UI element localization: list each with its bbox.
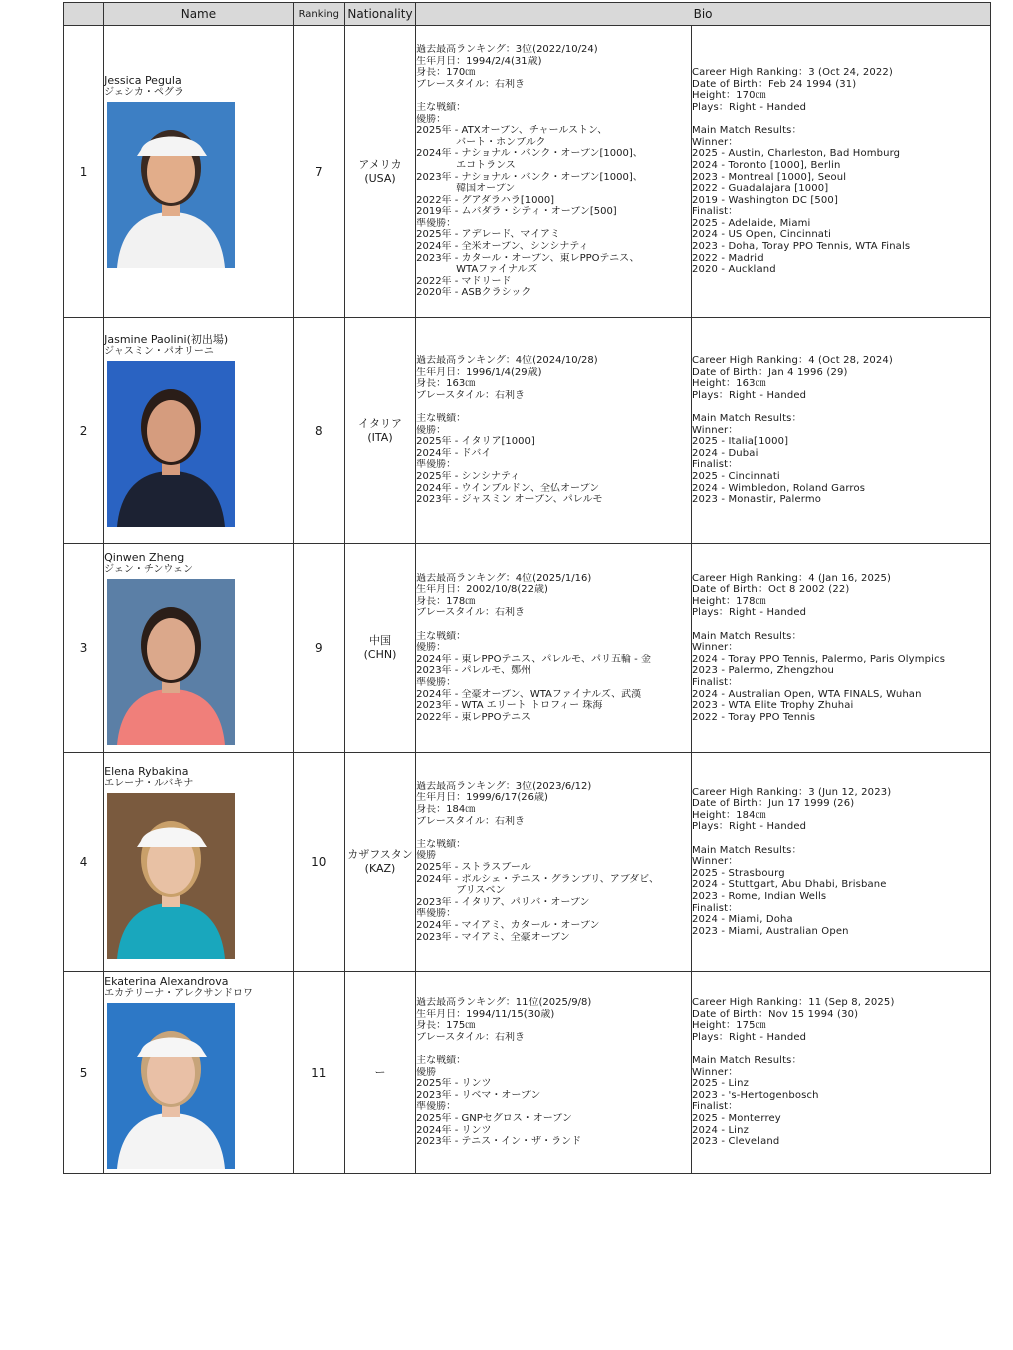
- table-row: [64, 26, 991, 318]
- bio-line: 優勝：: [416, 424, 447, 436]
- bio-line: 2022 - Madrid: [691, 252, 764, 264]
- nationality-ja: イタリア: [358, 416, 402, 430]
- bio-line: 2025 - Linz: [691, 1078, 749, 1090]
- bio-line: 優勝: [416, 1066, 437, 1078]
- bio-line: Height：175㎝: [691, 1020, 766, 1032]
- player-photo: [107, 102, 235, 268]
- bio-line: 主な戦績：: [416, 1055, 467, 1067]
- bio-line: Date of Birth：Feb 24 1994 (31): [691, 78, 857, 90]
- nationality-cell: [344, 753, 415, 972]
- bio-line: 2025 - Italia[1000]: [691, 436, 789, 448]
- nationality-code: (ITA): [367, 430, 393, 444]
- bio-line: 2024 - Stuttgart, Abu Dhabi, Brisbane: [691, 879, 887, 891]
- player-ranking: 10: [293, 753, 344, 972]
- player-name-en: Jasmine Paolini(初出場): [104, 333, 229, 346]
- bio-line: 2023年 - リベマ・オープン: [416, 1089, 541, 1101]
- player-ranking: 7: [293, 26, 344, 318]
- table-row: [64, 753, 991, 972]
- nationality-ja: カザフスタン: [347, 848, 413, 861]
- bio-line: 2022年 - 東レPPOテニス: [416, 711, 532, 723]
- photo-face: [147, 618, 195, 680]
- bio-en: [691, 544, 990, 753]
- bio-line: Finalist：: [691, 206, 739, 218]
- bio-line: 身長：175㎝: [416, 1020, 476, 1032]
- bio-line: 2025年 - GNPセグロス・オープン: [416, 1113, 572, 1125]
- bio-line: 2024年 - リンツ: [416, 1124, 492, 1136]
- bio-line: 身長：184㎝: [416, 804, 476, 816]
- bio-line: [692, 114, 990, 126]
- name-cell: [104, 26, 294, 318]
- bio-line: 2024年 - ポルシェ・テニス・グランプリ、アブダビ、: [416, 873, 659, 885]
- bio-line: 生年月日：1996/1/4(29歳): [416, 366, 542, 378]
- player-ranking: 9: [293, 544, 344, 753]
- bio-line: 2024 - Miami, Doha: [691, 914, 793, 926]
- bio-line: 2022年 - マドリード: [416, 275, 512, 287]
- bio-line: 生年月日：1994/11/15(30歳): [416, 1008, 555, 1020]
- bio-en: [691, 753, 990, 972]
- header-nationality: Nationality: [344, 3, 415, 26]
- bio-line: Finalist：: [691, 902, 739, 914]
- bio-line: 2025年 - ストラスブール: [416, 862, 531, 873]
- bio-line: プレースタイル：右利き: [416, 815, 526, 827]
- bio-line: Plays：Right - Handed: [691, 607, 807, 619]
- bio-line: 主な戦績：: [416, 101, 467, 113]
- bio-line: 2022年 - グアダラハラ[1000]: [416, 194, 555, 206]
- bio-line: 生年月日：1999/6/17(26歳): [416, 792, 548, 804]
- bio-line: Career High Ranking：11 (Sep 8, 2025): [691, 997, 895, 1009]
- bio-line: 優勝：: [416, 642, 447, 654]
- bio-line: 準優勝：: [416, 676, 457, 688]
- bio-line: 2023年 - マイアミ、全豪オープン: [416, 931, 570, 943]
- bio-line: 2023年 - ナショナル・バンク・オープン[1000]、: [416, 171, 643, 183]
- bio-line: エコトランス: [416, 159, 516, 171]
- name-cell: [104, 318, 294, 544]
- nationality-code: (CHN): [363, 648, 397, 661]
- header-bio: Bio: [416, 3, 991, 26]
- bio-line: 2023 - Monastir, Palermo: [691, 494, 822, 506]
- bio-line: 2025 - Monterrey: [691, 1113, 781, 1125]
- header-ranking: Ranking: [293, 3, 344, 26]
- nationality-code: (USA): [364, 171, 396, 185]
- photo-face: [147, 400, 195, 462]
- table-row: [64, 544, 991, 753]
- bio-line: 過去最高ランキング：3位(2023/6/12): [416, 780, 592, 792]
- name-cell: [104, 544, 294, 753]
- bio-line: 2024 - Toray PPO Tennis, Palermo, Paris Olympics: [691, 653, 946, 665]
- table-row: [64, 972, 991, 1174]
- bio-ja: [416, 26, 692, 318]
- bio-line: 2019 - Washington DC [500]: [691, 194, 838, 206]
- player-photo: [107, 361, 235, 527]
- bio-line: 2023 - Palermo, Zhengzhou: [691, 665, 835, 677]
- header-no: [64, 3, 104, 26]
- bio-line: 2020 - Auckland: [691, 264, 776, 276]
- player-name-ja: ジェン・チンウェン: [104, 563, 194, 575]
- bio-line: 2023年 - カタール・オープン、東レPPOテニス、: [416, 252, 640, 264]
- bio-line: Winner：: [691, 136, 739, 148]
- bio-line: 2024 - Australian Open, WTA FINALS, Wuhan: [691, 688, 922, 700]
- bio-line: 主な戦績：: [416, 413, 467, 425]
- bio-line: 2024年 - マイアミ、カタール・オープン: [416, 919, 600, 931]
- bio-line: 2022 - Toray PPO Tennis: [691, 711, 816, 723]
- bio-line: 過去最高ランキング：11位(2025/9/8): [416, 997, 592, 1009]
- table-row: [64, 318, 991, 544]
- bio-line: Main Match Results：: [691, 1055, 802, 1067]
- bio-line: 2024年 - 東レPPOテニス、パレルモ、パリ五輪 - 金: [416, 653, 651, 665]
- bio-line: 2020年 - ASBクラシック: [416, 287, 532, 299]
- bio-line: 2023年 - パレルモ、鄭州: [416, 665, 532, 677]
- bio-line: 2024 - Wimbledon, Roland Garros: [691, 482, 866, 494]
- bio-line: Plays：Right - Handed: [691, 101, 807, 113]
- bio-line: 2024 - US Open, Cincinnati: [691, 229, 832, 241]
- nationality-ja: ー: [374, 1065, 386, 1079]
- bio-line: 過去最高ランキング：3位(2022/10/24): [416, 43, 598, 55]
- bio-line: Plays：Right - Handed: [691, 1031, 807, 1043]
- bio-line: Height：163㎝: [691, 378, 766, 390]
- player-name-ja: エレーナ・ルバキナ: [104, 777, 194, 789]
- nationality-cell: [344, 544, 415, 753]
- bio-line: Career High Ranking：4 (Oct 28, 2024): [691, 355, 893, 367]
- bio-line: 2023 - Cleveland: [691, 1136, 780, 1148]
- bio-line: Date of Birth：Oct 8 2002 (22): [691, 584, 850, 596]
- player-name-ja: エカテリーナ・アレクサンドロワ: [104, 988, 254, 999]
- bio-line: Height：184㎝: [691, 809, 766, 821]
- bio-en: [691, 26, 990, 318]
- bio-line: 主な戦績：: [416, 630, 467, 642]
- bio-line: 2024 - Dubai: [691, 447, 759, 459]
- bio-line: 2025 - Strasbourg: [691, 867, 785, 879]
- bio-line: 2024年 - ドバイ: [416, 447, 492, 459]
- bio-line: Height：178㎝: [691, 595, 766, 607]
- player-name-en: Qinwen Zheng: [104, 550, 185, 564]
- bio-line: プレースタイル：右利き: [416, 78, 526, 90]
- bio-line: Plays：Right - Handed: [691, 389, 807, 401]
- bio-ja: [416, 544, 692, 753]
- bio-line: 生年月日：1994/2/4(31歳): [416, 55, 542, 67]
- bio-line: Career High Ranking：3 (Jun 12, 2023): [691, 786, 892, 798]
- bio-line: 生年月日：2002/10/8(22歳): [416, 584, 548, 596]
- player-name-ja: ジェシカ・ペグラ: [104, 87, 184, 98]
- nationality-ja: アメリカ: [358, 157, 402, 171]
- bio-line: 2024年 - ナショナル・バンク・オープン[1000]、: [416, 148, 643, 160]
- bio-line: プレースタイル：右利き: [416, 1031, 526, 1043]
- bio-line: 2023年 - WTA エリート トロフィー 珠海: [416, 700, 603, 712]
- bio-ja: [416, 972, 692, 1174]
- bio-line: Date of Birth：Jun 17 1999 (26): [691, 798, 855, 810]
- bio-line: 2023 - Miami, Australian Open: [691, 925, 849, 937]
- header-row: [64, 3, 991, 26]
- bio-line: Main Match Results：: [691, 630, 802, 642]
- bio-line: 準優勝：: [416, 908, 457, 920]
- bio-line: 2023年 - イタリア、パリバ・オープン: [416, 896, 590, 908]
- bio-line: 2025年 - イタリア[1000]: [416, 436, 535, 448]
- nationality-ja: 中国: [369, 634, 391, 647]
- bio-en: [691, 318, 990, 544]
- bio-line: 2025 - Cincinnati: [691, 471, 780, 483]
- player-photo: [107, 793, 235, 959]
- bio-line: Date of Birth：Nov 15 1994 (30): [691, 1008, 859, 1020]
- bio-line: Main Match Results：: [691, 844, 802, 856]
- bio-line: [416, 827, 691, 839]
- player-name-en: Elena Rybakina: [104, 764, 189, 778]
- name-cell: [104, 753, 294, 972]
- bio-line: [692, 619, 990, 631]
- bio-line: Finalist：: [691, 1101, 739, 1113]
- bio-line: バート・ホンブルク: [416, 136, 546, 148]
- bio-line: 優勝：: [416, 113, 447, 125]
- bio-line: Finalist：: [691, 676, 739, 688]
- bio-line: Winner：: [691, 424, 739, 436]
- bio-line: 2023 - Doha, Toray PPO Tennis, WTA Finals: [691, 241, 911, 253]
- bio-line: 2023 - Rome, Indian Wells: [691, 890, 827, 902]
- bio-line: 準優勝：: [416, 459, 457, 471]
- bio-line: 2022 - Guadalajara [1000]: [691, 183, 829, 195]
- bio-line: 準優勝：: [416, 1101, 457, 1113]
- bio-line: 2024年 - 全米オープン、シンシナティ: [416, 241, 589, 253]
- bio-line: 身長：178㎝: [416, 595, 476, 607]
- bio-ja: [416, 318, 692, 544]
- name-cell: [104, 972, 294, 1174]
- bio-line: Career High Ranking：3 (Oct 24, 2022): [691, 67, 893, 79]
- player-name-en: Jessica Pegula: [104, 74, 182, 87]
- bio-line: 2025 - Austin, Charleston, Bad Homburg: [691, 148, 901, 160]
- bio-line: 2024 - Toronto [1000], Berlin: [691, 159, 841, 171]
- bio-line: プレースタイル：右利き: [416, 607, 526, 619]
- bio-line: 身長：170㎝: [416, 67, 476, 79]
- bio-line: Main Match Results：: [691, 413, 802, 425]
- row-number: 1: [64, 26, 104, 318]
- bio-line: Winner：: [691, 642, 739, 654]
- bio-line: 2019年 - ムバダラ・シティ・オープン[500]: [416, 206, 617, 218]
- player-photo: [107, 579, 235, 745]
- bio-line: 2023 - 's-Hertogenbosch: [691, 1089, 819, 1101]
- bio-line: ブリスベン: [416, 885, 506, 897]
- bio-line: 過去最高ランキング：4位(2025/1/16): [416, 572, 592, 584]
- header-name: Name: [104, 3, 294, 26]
- player-ranking: 11: [293, 972, 344, 1174]
- player-ranking: 8: [293, 318, 344, 544]
- bio-line: 2025年 - アデレード、マイアミ: [416, 229, 560, 241]
- player-name-ja: ジャスミン・パオリーニ: [104, 346, 214, 357]
- bio-line: Main Match Results：: [691, 125, 802, 137]
- player-photo: [107, 1003, 235, 1169]
- bio-line: 2024 - Linz: [691, 1124, 749, 1136]
- bio-line: 2023年 - ジャスミン オープン、パレルモ: [416, 494, 603, 506]
- bio-line: [692, 402, 990, 414]
- player-name-en: Ekaterina Alexandrova: [104, 975, 229, 988]
- row-number: 5: [64, 972, 104, 1174]
- bio-line: 準優勝：: [416, 217, 457, 229]
- bio-line: 2023 - WTA Elite Trophy Zhuhai: [691, 700, 854, 712]
- bio-line: 過去最高ランキング：4位(2024/10/28): [416, 355, 598, 367]
- bio-line: [416, 90, 691, 102]
- bio-line: 韓国オープン: [416, 183, 516, 195]
- nationality-cell: [344, 318, 415, 544]
- bio-line: 優勝: [416, 850, 437, 862]
- bio-line: 2025年 - シンシナティ: [416, 471, 521, 483]
- bio-line: [692, 1044, 990, 1056]
- bio-line: プレースタイル：右利き: [416, 389, 526, 401]
- bio-en: [691, 972, 990, 1174]
- bio-line: Height：170㎝: [691, 90, 766, 102]
- row-number: 4: [64, 753, 104, 972]
- bio-line: 2023 - Montreal [1000], Seoul: [691, 171, 847, 183]
- bio-line: [416, 619, 691, 631]
- bio-line: 2025 - Adelaide, Miami: [691, 217, 811, 229]
- bio-line: Winner：: [691, 1066, 739, 1078]
- bio-line: 2025年 - リンツ: [416, 1078, 492, 1090]
- row-number: 2: [64, 318, 104, 544]
- players-table: [63, 2, 991, 1174]
- bio-line: 2023年 - テニス・イン・ザ・ランド: [416, 1136, 582, 1148]
- nationality-cell: [344, 972, 415, 1174]
- bio-line: [416, 1044, 691, 1056]
- bio-ja: [416, 753, 692, 972]
- bio-line: 2024年 - ウインブルドン、全仏オープン: [416, 482, 600, 494]
- bio-line: 身長：163㎝: [416, 378, 476, 390]
- bio-line: Winner：: [691, 856, 739, 868]
- row-number: 3: [64, 544, 104, 753]
- bio-line: WTAファイナルズ: [416, 264, 538, 276]
- bio-line: [692, 833, 990, 845]
- bio-line: 2025年 - ATXオープン、チャールストン、: [416, 125, 608, 137]
- bio-line: Plays：Right - Handed: [691, 821, 807, 833]
- bio-line: 主な戦績：: [416, 838, 467, 850]
- bio-line: Finalist：: [691, 459, 739, 471]
- bio-line: 2024年 - 全豪オープン、WTAファイナルズ、武漢: [416, 688, 642, 700]
- bio-line: Date of Birth：Jan 4 1996 (29): [691, 366, 848, 378]
- bio-line: [416, 402, 691, 414]
- bio-line: Career High Ranking：4 (Jan 16, 2025): [691, 572, 892, 584]
- nationality-cell: [344, 26, 415, 318]
- nationality-code: (KAZ): [364, 862, 396, 875]
